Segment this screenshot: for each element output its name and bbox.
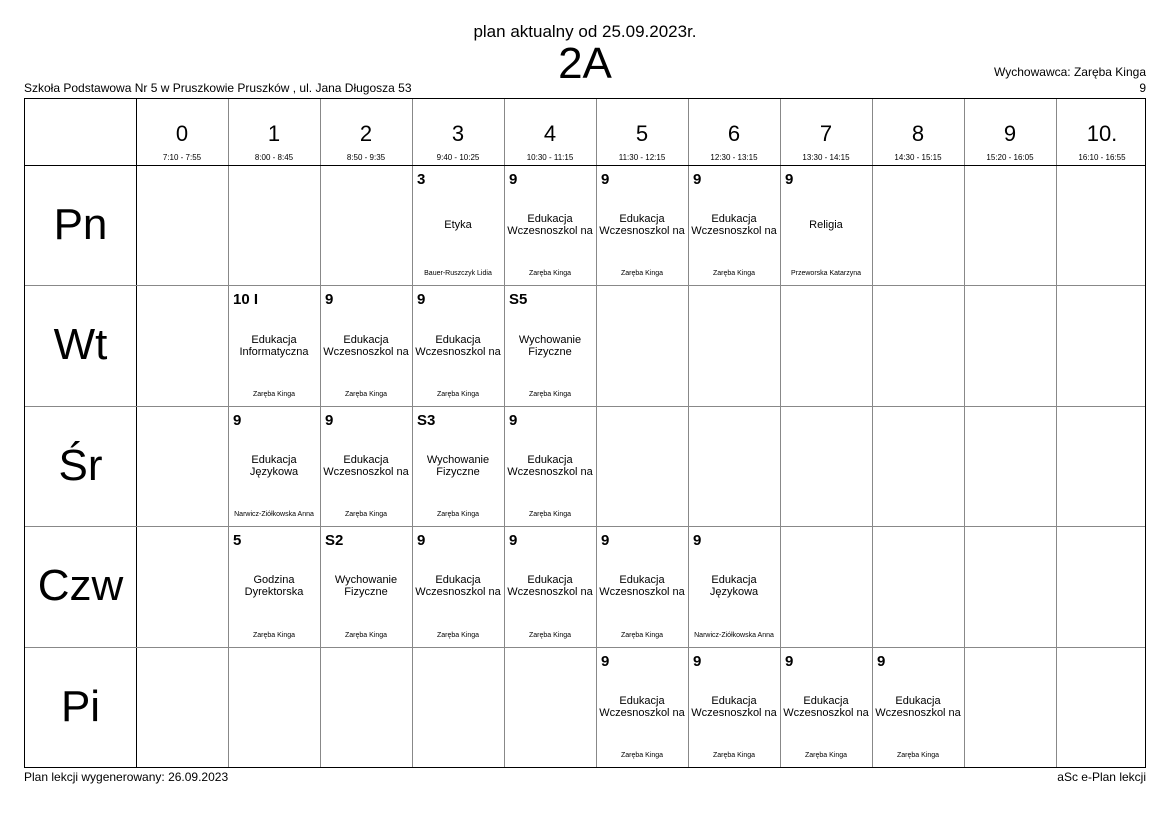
grid-line (25, 285, 1145, 286)
lesson-room: 9 (325, 291, 334, 309)
lesson-cell[interactable] (596, 647, 688, 767)
lesson-subject: Edukacja Wczesnoszkol na (415, 574, 501, 599)
lesson-cell[interactable] (412, 526, 504, 646)
lesson-cell[interactable] (688, 526, 780, 646)
lesson-cell[interactable] (228, 285, 320, 405)
period-time: 9:40 - 10:25 (436, 153, 480, 162)
period-time: 12:30 - 13:15 (710, 153, 758, 162)
lesson-subject: Edukacja Wczesnoszkol na (691, 694, 777, 719)
lesson-room: S5 (509, 291, 528, 309)
period-header (688, 99, 780, 165)
lesson-cell[interactable] (688, 647, 780, 767)
lesson-teacher: Zaręba Kinga (344, 631, 388, 639)
period-header (1056, 99, 1148, 165)
lesson-cell[interactable] (412, 285, 504, 405)
lesson-subject: Edukacja Wczesnoszkol na (599, 694, 685, 719)
lesson-subject: Edukacja Wczesnoszkol na (507, 453, 593, 478)
lesson-room: 9 (693, 171, 702, 188)
lesson-teacher: Zaręba Kinga (344, 511, 388, 519)
grid-line (25, 406, 1145, 407)
lesson-subject: Edukacja Wczesnoszkol na (599, 213, 685, 238)
lesson-teacher: Zaręba Kinga (528, 390, 572, 398)
lesson-cell[interactable] (596, 526, 688, 646)
lesson-teacher: Narwicz-Ziółkowska Anna (694, 631, 774, 639)
period-number: 10. (1086, 121, 1118, 146)
period-time: 8:50 - 9:35 (346, 153, 386, 162)
lesson-room: 9 (601, 532, 610, 550)
grid-line (136, 99, 137, 767)
lesson-room: 9 (509, 171, 518, 188)
plan-subtitle: plan aktualny od 25.09.2023r. (473, 22, 697, 41)
lesson-cell[interactable] (228, 526, 320, 646)
lesson-subject: Wychowanie Fizyczne (334, 574, 398, 599)
lesson-teacher: Zaręba Kinga (436, 511, 480, 519)
lesson-teacher: Zaręba Kinga (620, 631, 664, 639)
lesson-subject: Edukacja Wczesnoszkol na (875, 694, 961, 719)
grid-line (1056, 99, 1057, 767)
lesson-subject: Edukacja Wczesnoszkol na (323, 333, 409, 358)
lesson-room: 10 I (233, 291, 259, 309)
period-time: 15:20 - 16:05 (986, 153, 1034, 162)
period-number: 4 (543, 121, 557, 146)
period-time: 16:10 - 16:55 (1078, 153, 1126, 162)
grid-line (228, 99, 229, 767)
period-number: 5 (635, 121, 649, 146)
lesson-subject: Wychowanie Fizyczne (426, 453, 490, 478)
period-number: 2 (359, 121, 373, 146)
lesson-room: 9 (325, 411, 334, 429)
lesson-room: 9 (233, 411, 242, 429)
lesson-subject: Edukacja Wczesnoszkol na (691, 213, 777, 238)
period-header (228, 99, 320, 165)
lesson-room: 9 (693, 532, 702, 550)
lesson-subject: Edukacja Informatyczna (239, 333, 309, 358)
grid-line (25, 526, 1145, 527)
period-time: 7:10 - 7:55 (162, 153, 202, 162)
lesson-room: 9 (877, 652, 886, 670)
period-header (320, 99, 412, 165)
lesson-teacher: Zaręba Kinga (436, 631, 480, 639)
lesson-room: 9 (693, 652, 702, 670)
home-room: 9 (1139, 81, 1146, 95)
lesson-room: 3 (417, 171, 426, 188)
lesson-subject: Edukacja Wczesnoszkol na (599, 574, 685, 599)
day-label: Śr (58, 440, 103, 490)
grid-line (780, 99, 781, 767)
grid-line (25, 647, 1145, 648)
period-header (872, 99, 964, 165)
lesson-teacher: Narwicz-Ziółkowska Anna (234, 511, 314, 519)
day-label: Pn (53, 200, 108, 249)
period-header (504, 99, 596, 165)
grid-line (596, 99, 597, 767)
lesson-subject: Edukacja Językowa (709, 574, 759, 599)
lesson-subject: Edukacja Wczesnoszkol na (783, 694, 869, 719)
lesson-room: S3 (417, 411, 436, 429)
lesson-cell[interactable] (504, 165, 596, 285)
school-name: Szkoła Podstawowa Nr 5 w Pruszkowie Pruszków , ul. Jana Długosza 53 (24, 81, 412, 95)
class-name: 2A (558, 39, 612, 88)
lesson-cell[interactable] (320, 406, 412, 526)
lesson-cell[interactable] (504, 526, 596, 646)
lesson-teacher: Zaręba Kinga (528, 631, 572, 639)
lesson-room: 9 (601, 171, 610, 188)
lesson-cell[interactable] (228, 406, 320, 526)
lesson-teacher: Zaręba Kinga (344, 390, 388, 398)
lesson-teacher: Zaręba Kinga (620, 751, 664, 759)
lesson-room: 9 (509, 532, 518, 550)
lesson-cell[interactable] (320, 285, 412, 405)
lesson-teacher: Zaręba Kinga (252, 390, 296, 398)
period-header (136, 99, 228, 165)
lesson-cell[interactable] (412, 406, 504, 526)
period-header (596, 99, 688, 165)
lesson-cell[interactable] (596, 165, 688, 285)
lesson-subject: Edukacja Językowa (249, 453, 299, 478)
lesson-subject: Edukacja Wczesnoszkol na (507, 574, 593, 599)
period-time: 13:30 - 14:15 (802, 153, 850, 162)
lesson-teacher: Zaręba Kinga (252, 631, 296, 639)
period-time: 11:30 - 12:15 (618, 153, 666, 162)
period-number: 3 (451, 121, 465, 146)
period-time: 14:30 - 15:15 (894, 153, 942, 162)
period-header (964, 99, 1056, 165)
timetable-grid (24, 98, 1146, 768)
lesson-cell[interactable] (780, 165, 872, 285)
lesson-room: 9 (417, 532, 426, 550)
lesson-subject: Edukacja Wczesnoszkol na (323, 453, 409, 478)
generated-date: Plan lekcji wygenerowany: 26.09.2023 (24, 770, 229, 784)
grid-line (688, 99, 689, 767)
lesson-room: 9 (417, 291, 426, 309)
lesson-room: S2 (325, 532, 344, 550)
period-number: 0 (175, 121, 189, 146)
lesson-teacher: Zaręba Kinga (896, 751, 940, 759)
lesson-teacher: Zaręba Kinga (804, 751, 848, 759)
grid-line (25, 165, 1145, 166)
period-number: 9 (1003, 121, 1017, 146)
period-number: 8 (911, 121, 925, 146)
lesson-cell[interactable] (504, 285, 596, 405)
grid-line (964, 99, 965, 767)
lesson-cell[interactable] (412, 165, 504, 285)
lesson-subject: Edukacja Wczesnoszkol na (415, 333, 501, 358)
lesson-room: 5 (233, 532, 242, 550)
class-tutor: Wychowawca: Zaręba Kinga (994, 65, 1146, 79)
lesson-teacher: Zaręba Kinga (436, 390, 480, 398)
period-number: 6 (727, 121, 741, 146)
lesson-teacher: Zaręba Kinga (528, 270, 572, 278)
lesson-subject: Etyka (444, 219, 472, 232)
lesson-room: 9 (785, 652, 794, 670)
lesson-teacher: Zaręba Kinga (620, 270, 664, 278)
period-time: 8:00 - 8:45 (254, 153, 294, 162)
day-label: Pi (60, 681, 101, 731)
grid-line (320, 99, 321, 767)
lesson-room: 9 (509, 411, 518, 429)
lesson-teacher: Zaręba Kinga (712, 270, 756, 278)
lesson-cell[interactable] (504, 406, 596, 526)
day-label: Wt (53, 320, 108, 370)
grid-line (412, 99, 413, 767)
lesson-teacher: Zaręba Kinga (528, 511, 572, 519)
lesson-cell[interactable] (320, 526, 412, 646)
lesson-room: 9 (785, 171, 794, 188)
day-label: Czw (37, 561, 124, 611)
lesson-cell[interactable] (688, 165, 780, 285)
period-number: 1 (267, 121, 281, 146)
lesson-room: 9 (601, 652, 610, 670)
lesson-cell[interactable] (872, 647, 964, 767)
period-header (412, 99, 504, 165)
lesson-cell[interactable] (780, 647, 872, 767)
lesson-subject: Religia (809, 219, 843, 232)
period-number: 7 (819, 121, 833, 146)
lesson-teacher: Zaręba Kinga (712, 751, 756, 759)
software-name: aSc e-Plan lekcji (1057, 770, 1146, 784)
grid-line (872, 99, 873, 767)
lesson-subject: Godzina Dyrektorska (244, 574, 304, 599)
lesson-subject: Wychowanie Fizyczne (518, 333, 582, 358)
lesson-subject: Edukacja Wczesnoszkol na (507, 213, 593, 238)
lesson-teacher: Bauer-Ruszczyk Lidia (424, 270, 492, 278)
lesson-teacher: Przeworska Katarzyna (790, 270, 862, 278)
period-header (780, 99, 872, 165)
period-time: 10:30 - 11:15 (526, 153, 574, 162)
grid-line (504, 99, 505, 767)
